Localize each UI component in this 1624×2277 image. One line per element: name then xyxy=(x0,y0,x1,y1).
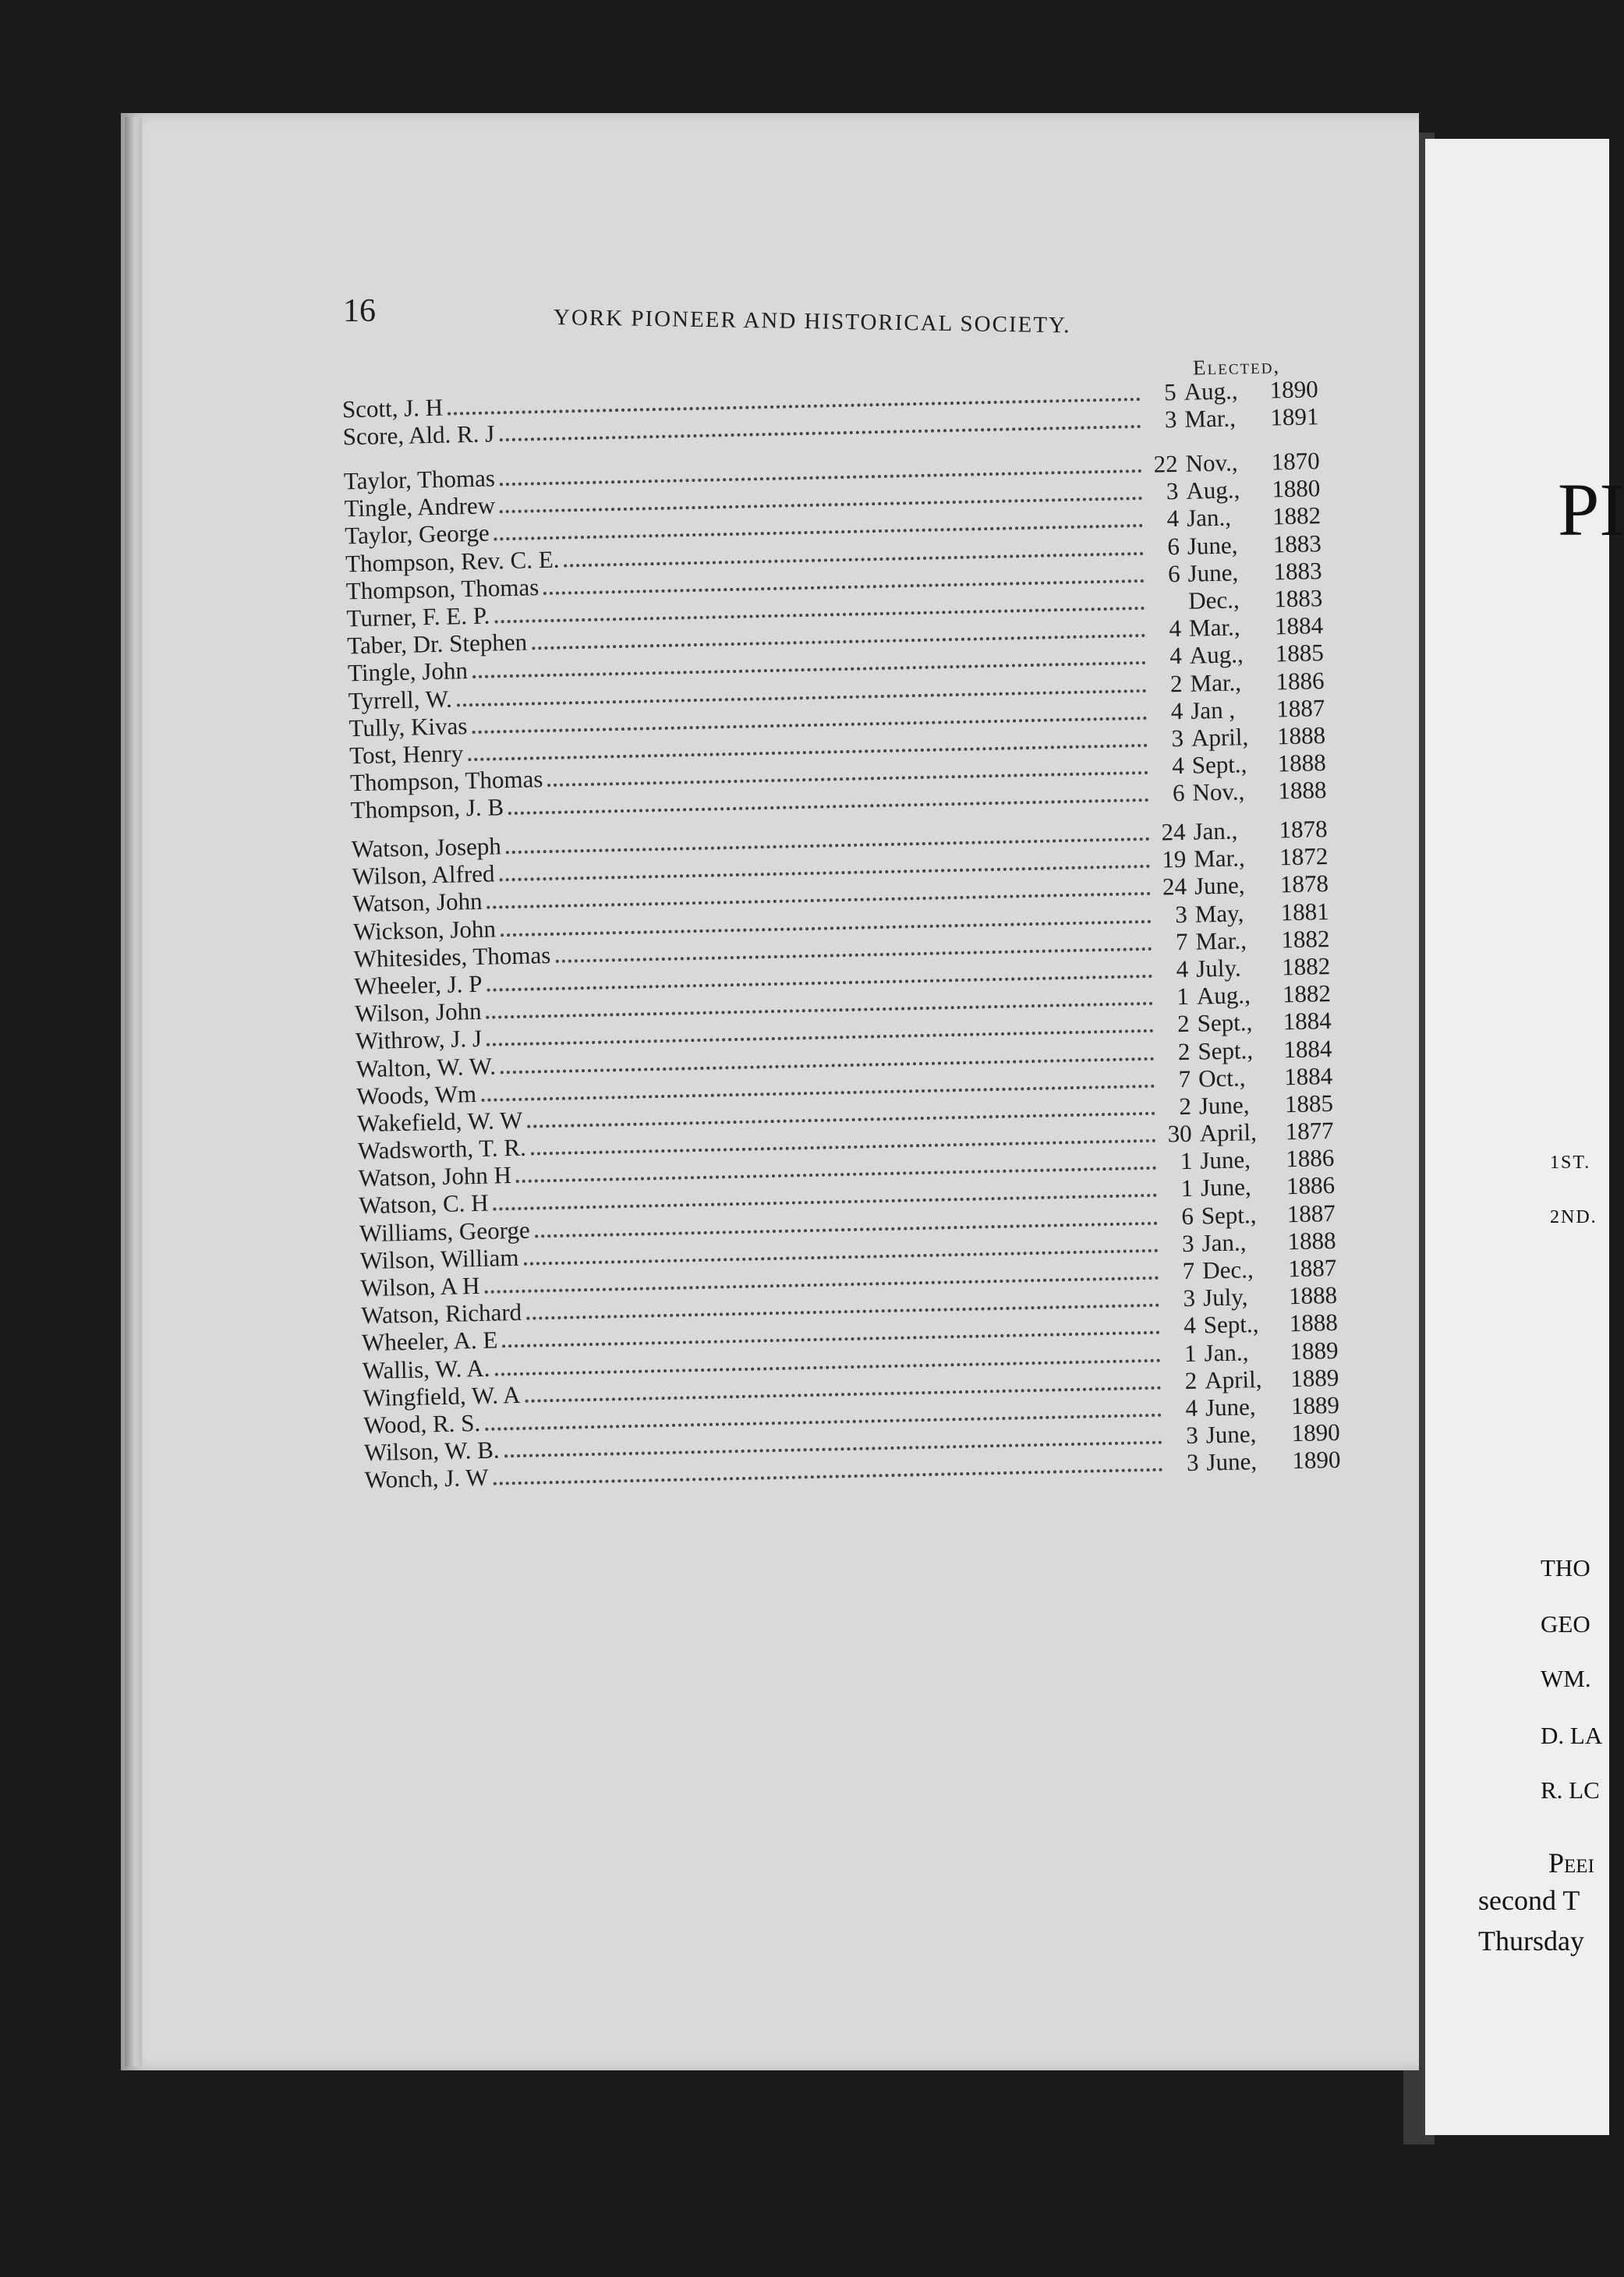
member-name: Taylor, George xyxy=(344,519,490,550)
elected-day: 5 xyxy=(1163,377,1177,406)
elected-day: 3 xyxy=(1185,1421,1199,1450)
elected-month: April, xyxy=(1204,1365,1262,1394)
elected-month: Sept., xyxy=(1198,1036,1254,1065)
member-name: Thompson, Thomas xyxy=(345,572,540,605)
elected-year: 1888 xyxy=(1287,1226,1336,1255)
elected-date xyxy=(1148,447,1328,478)
elected-date xyxy=(1163,1171,1343,1202)
elected-year: 1884 xyxy=(1283,1034,1332,1063)
member-name: Wilson, W. B. xyxy=(363,1436,500,1467)
member-name: Wilson, John xyxy=(354,997,482,1028)
elected-year: 1888 xyxy=(1276,721,1326,750)
elected-date xyxy=(1159,979,1339,1011)
elected-year: 1890 xyxy=(1292,1446,1341,1475)
elected-day: 1 xyxy=(1176,982,1190,1011)
elected-month: June, xyxy=(1199,1146,1251,1174)
elected-date xyxy=(1163,1199,1343,1230)
elected-month: Aug., xyxy=(1189,640,1244,670)
elected-year: 1887 xyxy=(1287,1253,1337,1283)
elected-day: 7 xyxy=(1178,1064,1191,1092)
elected-date xyxy=(1151,584,1331,615)
elected-date xyxy=(1166,1336,1346,1367)
member-name: Wingfield, W. A xyxy=(363,1380,521,1411)
member-name: Watson, John xyxy=(352,887,483,918)
elected-month: Jan., xyxy=(1201,1228,1247,1257)
elected-month: Jan., xyxy=(1204,1337,1249,1367)
elected-day: 3 xyxy=(1174,900,1188,928)
elected-year: 1887 xyxy=(1275,693,1325,723)
elected-year: 1887 xyxy=(1286,1199,1336,1227)
elected-year: 1884 xyxy=(1283,1007,1332,1036)
elected-day: 3 xyxy=(1166,477,1179,505)
elected-day: 3 xyxy=(1183,1284,1196,1312)
elected-column-heading: Elected, xyxy=(1192,354,1281,380)
facing-page-line: Thursday xyxy=(1478,1925,1584,1957)
elected-day xyxy=(1152,609,1181,610)
elected-day: 4 xyxy=(1185,1393,1198,1422)
member-name: Watson, John H xyxy=(358,1161,512,1192)
elected-day: 2 xyxy=(1179,1092,1192,1120)
member-name: Wonch, J. W xyxy=(364,1464,489,1494)
member-name: Tingle, Andrew xyxy=(344,491,496,522)
member-name: Wilson, William xyxy=(359,1243,519,1274)
elected-month: Dec., xyxy=(1187,586,1240,614)
elected-day: 6 xyxy=(1180,1202,1194,1230)
facing-page-line: R. LC xyxy=(1541,1776,1600,1804)
elected-month: June, xyxy=(1187,530,1238,560)
elected-year: 1888 xyxy=(1278,776,1327,805)
elected-day: 7 xyxy=(1182,1256,1195,1285)
member-name: Wakefield, W. W xyxy=(356,1106,523,1138)
elected-year: 1890 xyxy=(1269,375,1319,404)
elected-date xyxy=(1149,529,1329,560)
facing-page-line: WM. xyxy=(1541,1665,1591,1692)
member-name: Tost, Henry xyxy=(349,739,464,770)
elected-year: 1883 xyxy=(1272,529,1322,558)
facing-page-line: THO xyxy=(1541,1554,1590,1581)
elected-year: 1870 xyxy=(1271,447,1320,476)
elected-month: April, xyxy=(1191,723,1249,752)
elected-day: 4 xyxy=(1171,751,1185,780)
elected-year: 1877 xyxy=(1285,1117,1334,1146)
elected-day: 6 xyxy=(1172,779,1185,807)
elected-month: June, xyxy=(1198,1091,1250,1120)
member-name: Watson, Richard xyxy=(360,1298,522,1330)
facing-page-line: Peei xyxy=(1548,1847,1594,1879)
roster-group xyxy=(322,447,1335,824)
elected-month: April, xyxy=(1199,1118,1258,1147)
elected-date xyxy=(1147,402,1327,434)
elected-year: 1889 xyxy=(1290,1390,1340,1420)
elected-day: 3 xyxy=(1171,724,1184,753)
facing-page-line: 1ST. xyxy=(1550,1153,1591,1173)
member-name: Tully, Kivas xyxy=(349,711,468,742)
elected-date xyxy=(1154,749,1334,780)
elected-date xyxy=(1167,1363,1347,1394)
elected-month: Sept., xyxy=(1203,1310,1259,1339)
elected-day: 2 xyxy=(1169,669,1183,697)
elected-month: Sept., xyxy=(1197,1008,1253,1037)
elected-date xyxy=(1159,952,1339,983)
member-name: Wallis, W. A. xyxy=(362,1354,490,1384)
elected-day: 1 xyxy=(1180,1174,1194,1202)
elected-day: 6 xyxy=(1166,532,1180,560)
member-name: Woods, Wm xyxy=(356,1079,477,1110)
page-header xyxy=(343,292,1325,339)
elected-date xyxy=(1159,1007,1339,1038)
elected-month: Nov., xyxy=(1185,448,1238,477)
member-name: Tyrrell, W. xyxy=(348,685,453,714)
elected-day: 24 xyxy=(1162,873,1187,901)
elected-day: 4 xyxy=(1169,642,1183,670)
elected-date xyxy=(1164,1227,1344,1258)
elected-month: June, xyxy=(1194,871,1245,901)
elected-day: 19 xyxy=(1161,845,1187,873)
elected-day: 4 xyxy=(1169,614,1182,643)
member-name: Thompson, Rev. C. E. xyxy=(345,545,560,577)
elected-day: 3 xyxy=(1181,1229,1194,1257)
elected-month: May, xyxy=(1194,898,1244,928)
elected-day: 4 xyxy=(1170,696,1184,724)
elected-month: Aug., xyxy=(1196,981,1251,1010)
elected-year: 1878 xyxy=(1279,869,1329,898)
elected-day: 1 xyxy=(1184,1339,1197,1367)
member-name: Taylor, Thomas xyxy=(343,464,496,495)
elected-date xyxy=(1157,869,1337,901)
elected-year: 1886 xyxy=(1286,1171,1336,1200)
elected-year: 1884 xyxy=(1274,611,1324,640)
elected-year: 1883 xyxy=(1273,556,1322,586)
elected-year: 1881 xyxy=(1280,897,1330,926)
elected-day: 1 xyxy=(1180,1147,1193,1175)
elected-date xyxy=(1166,1308,1346,1340)
elected-month: June, xyxy=(1206,1447,1258,1476)
page-edge xyxy=(125,117,142,2066)
elected-year: 1872 xyxy=(1279,842,1329,871)
elected-month: Aug., xyxy=(1186,476,1240,505)
elected-date xyxy=(1162,1117,1342,1148)
elected-month: Jan., xyxy=(1186,503,1232,533)
elected-date xyxy=(1158,925,1338,956)
elected-date xyxy=(1161,1061,1341,1092)
elected-date xyxy=(1153,694,1333,725)
elected-date xyxy=(1160,1034,1340,1065)
elected-date xyxy=(1162,1144,1343,1175)
elected-month: July, xyxy=(1202,1283,1248,1312)
elected-date xyxy=(1156,842,1336,873)
member-name: Whitesides, Thomas xyxy=(353,940,551,972)
elected-month: Mar., xyxy=(1188,613,1240,642)
elected-day: 2 xyxy=(1177,1037,1191,1065)
elected-date xyxy=(1162,1089,1342,1121)
elected-month: Sept., xyxy=(1191,750,1247,779)
member-name: Scott, J. H xyxy=(341,393,444,423)
elected-date xyxy=(1152,611,1332,643)
elected-day: 3 xyxy=(1186,1449,1199,1477)
member-name: Williams, George xyxy=(359,1216,530,1247)
elected-month: Mar., xyxy=(1190,668,1242,697)
member-name: Wadsworth, T. R. xyxy=(357,1133,527,1165)
elected-day: 4 xyxy=(1166,505,1180,533)
elected-date xyxy=(1148,474,1329,505)
elected-year: 1878 xyxy=(1279,815,1328,844)
elected-date xyxy=(1155,815,1336,846)
member-name: Wickson, John xyxy=(352,914,497,945)
elected-year: 1882 xyxy=(1281,924,1330,954)
facing-page-line: D. LA xyxy=(1541,1722,1603,1749)
elected-month: Nov., xyxy=(1192,777,1245,806)
elected-year: 1889 xyxy=(1290,1336,1339,1365)
member-name: Tingle, John xyxy=(347,657,469,687)
elected-date xyxy=(1152,639,1332,670)
member-name: Wheeler, J. P xyxy=(354,969,483,1000)
elected-day: 30 xyxy=(1167,1119,1192,1148)
elected-date xyxy=(1169,1446,1349,1477)
elected-date xyxy=(1150,557,1330,588)
elected-date xyxy=(1154,721,1334,753)
facing-page-line: 2ND. xyxy=(1550,1207,1597,1227)
member-name: Turner, F. E. P. xyxy=(346,601,490,632)
elected-month: Sept., xyxy=(1201,1200,1257,1230)
elected-month: Mar., xyxy=(1195,926,1247,955)
elected-year: 1882 xyxy=(1272,501,1321,530)
facing-page-line: second T xyxy=(1478,1885,1580,1916)
facing-page xyxy=(1425,139,1624,2135)
elected-day: 4 xyxy=(1183,1312,1197,1340)
elected-month: Dec., xyxy=(1201,1255,1254,1284)
elected-date xyxy=(1166,1281,1346,1312)
member-name: Wheeler, A. E xyxy=(361,1326,498,1357)
elected-month: June, xyxy=(1205,1393,1256,1422)
member-name: Score, Ald. R. J xyxy=(342,420,495,451)
elected-month: July. xyxy=(1195,954,1241,983)
elected-month: Mar., xyxy=(1193,844,1246,873)
elected-year: 1883 xyxy=(1273,584,1323,613)
elected-day: 2 xyxy=(1176,1010,1191,1038)
facing-page-line: GEO xyxy=(1541,1610,1590,1638)
elected-month: Jan., xyxy=(1193,816,1238,845)
elected-year: 1891 xyxy=(1270,402,1319,431)
facing-page-title: PI xyxy=(1558,468,1624,551)
elected-date xyxy=(1157,897,1337,928)
elected-date xyxy=(1152,666,1332,697)
elected-year: 1885 xyxy=(1284,1089,1334,1118)
elected-day: 7 xyxy=(1175,927,1188,955)
member-name: Watson, C. H xyxy=(358,1189,489,1220)
elected-year: 1882 xyxy=(1282,979,1332,1008)
elected-month: Mar., xyxy=(1184,404,1237,433)
elected-year: 1884 xyxy=(1283,1061,1333,1090)
elected-year: 1888 xyxy=(1289,1308,1339,1337)
elected-day: 2 xyxy=(1184,1366,1198,1394)
elected-year: 1889 xyxy=(1290,1363,1339,1392)
elected-year: 1890 xyxy=(1291,1418,1341,1447)
elected-year: 1885 xyxy=(1275,639,1325,668)
elected-date xyxy=(1168,1418,1348,1450)
elected-year: 1886 xyxy=(1275,666,1325,695)
elected-day: 6 xyxy=(1167,559,1180,588)
elected-year: 1880 xyxy=(1271,474,1321,503)
elected-month: Jan , xyxy=(1190,696,1236,724)
elected-day: 22 xyxy=(1153,449,1179,478)
elected-year: 1888 xyxy=(1288,1281,1338,1310)
elected-month: June, xyxy=(1205,1420,1257,1449)
elected-date xyxy=(1168,1391,1348,1422)
elected-date xyxy=(1155,776,1335,807)
running-title: YORK PIONEER AND HISTORICAL SOCIETY. xyxy=(553,305,1071,338)
elected-month: Oct., xyxy=(1198,1064,1246,1092)
elected-day: 24 xyxy=(1161,817,1186,846)
member-name: Wilson, Alfred xyxy=(352,859,495,891)
elected-year: 1886 xyxy=(1285,1144,1335,1173)
elected-month: June, xyxy=(1200,1173,1252,1202)
member-name: Wood, R. S. xyxy=(363,1408,481,1440)
member-name: Wilson, A H xyxy=(360,1271,480,1302)
elected-day: 3 xyxy=(1164,405,1177,434)
elected-date xyxy=(1149,501,1329,533)
page-number: 16 xyxy=(343,293,376,329)
elected-month: June, xyxy=(1187,558,1239,587)
elected-date xyxy=(1146,375,1326,406)
member-name: Watson, Joseph xyxy=(351,832,502,863)
member-name: Taber, Dr. Stephen xyxy=(346,628,528,660)
member-name: Thompson, J. B xyxy=(350,793,504,824)
member-name: Thompson, Thomas xyxy=(349,765,543,797)
member-name: Withrow, J. J xyxy=(355,1025,483,1055)
elected-date xyxy=(1165,1254,1345,1285)
elected-day: 4 xyxy=(1176,954,1189,983)
elected-year: 1888 xyxy=(1277,749,1327,777)
member-name: Walton, W. W. xyxy=(356,1051,497,1082)
roster-group xyxy=(329,815,1348,1494)
elected-year: 1882 xyxy=(1281,951,1331,981)
elected-month: Aug., xyxy=(1184,377,1238,405)
